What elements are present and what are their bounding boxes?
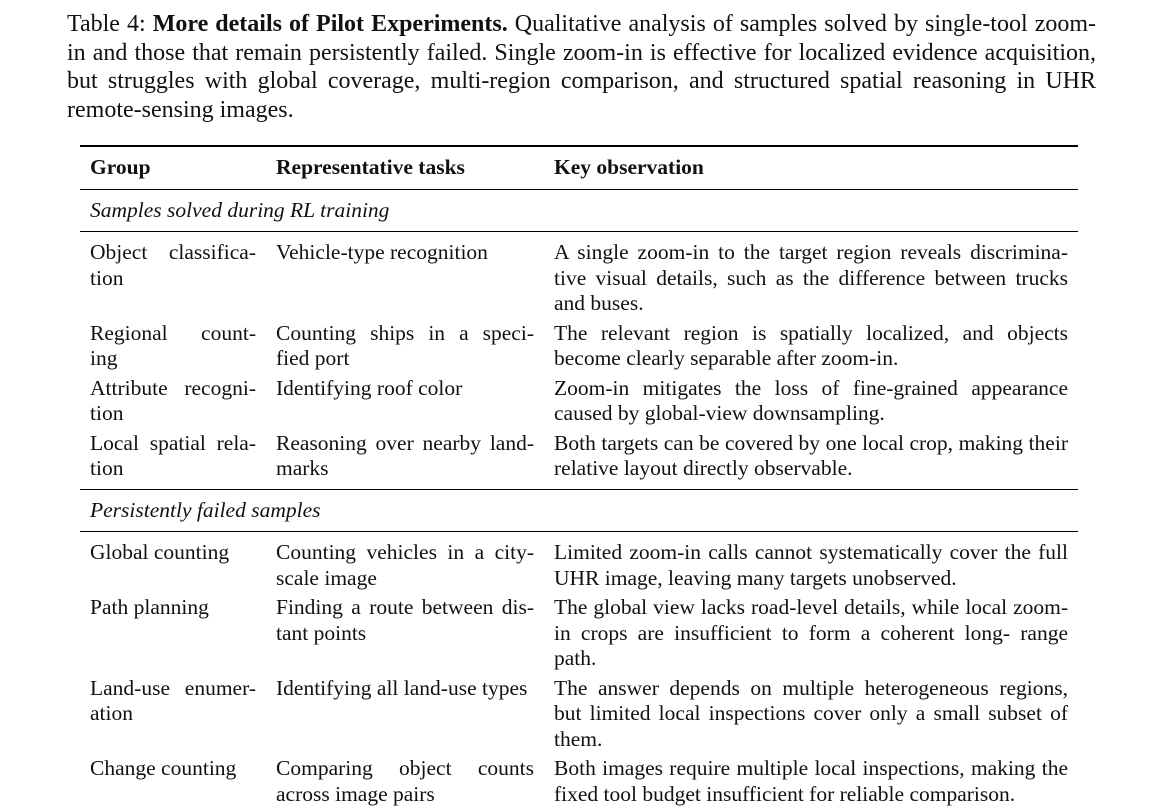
cell-group: Local spatial rela- tion xyxy=(80,431,266,490)
table-body xyxy=(80,189,1078,811)
table-caption xyxy=(67,10,1096,124)
details-table-container xyxy=(80,145,1078,811)
cell-observation: The answer depends on multiple heterogeneous regions, but limited local inspections cover only a small subset of them. xyxy=(554,675,1068,751)
header-observation: Key observation xyxy=(544,146,1078,189)
cell-group: Attribute recogni- tion xyxy=(90,375,256,425)
table-row xyxy=(80,431,1078,490)
cell-task: Comparing object counts across image pairs xyxy=(276,756,534,806)
cell-observation: Both images require multiple local inspections, making the fixed tool budget insufficient for reliable comparison. xyxy=(554,756,1068,806)
cell-group: Change counting xyxy=(90,756,237,780)
table-row xyxy=(80,756,1078,811)
table-row xyxy=(80,676,1078,757)
table-row xyxy=(80,321,1078,376)
cell-observation: Both targets can be covered by one local crop, making their relative layout directly observable. xyxy=(544,431,1078,490)
cell-task: Finding a route between dis- tant points xyxy=(276,595,534,645)
table-row xyxy=(80,376,1078,431)
cell-observation: Limited zoom-in calls cannot systematically cover the full UHR image, leaving many targets unobserved. xyxy=(554,540,1068,590)
cell-group: Path planning xyxy=(90,595,209,619)
cell-group: Land-use enumer- ation xyxy=(90,675,256,725)
cell-group: Regional count- ing xyxy=(90,320,256,370)
cell-task: Counting vehicles in a city- scale image xyxy=(276,540,534,590)
table-header xyxy=(80,146,1078,189)
caption-label: Table 4: xyxy=(67,11,146,37)
group-heading-row xyxy=(80,189,1078,232)
table-row xyxy=(80,532,1078,596)
cell-group: Object classifica- tion xyxy=(90,240,256,290)
group-heading: Persistently failed samples xyxy=(80,489,1078,532)
cell-task: Vehicle-type recognition xyxy=(276,240,488,264)
caption-text: Qualitative analysis of samples solved by single-tool zoom-in and those that remain persistently failed. Single zoom-in is effective for localized evidence acquisition, but struggles with global coverage, multi-region comparison, and structured spatial reasoning in UHR remote-sensing images. xyxy=(67,11,1096,123)
caption-title: More details of Pilot Experiments. xyxy=(152,11,508,37)
group-heading-row xyxy=(80,489,1078,532)
group-heading: Samples solved during RL training xyxy=(80,189,1078,232)
header-group: Group xyxy=(80,146,266,189)
cell-observation: A single zoom-in to the target region reveals discrimina- tive visual details, such as the difference between trucks and buses. xyxy=(554,240,1068,315)
table-row xyxy=(80,595,1078,676)
header-tasks: Representative tasks xyxy=(266,146,544,189)
cell-observation: The global view lacks road-level details, while local zoom-in crops are insufficient to form a coherent long- range path. xyxy=(554,595,1068,670)
details-table xyxy=(80,145,1078,811)
cell-task: Identifying all land-use types xyxy=(276,675,528,700)
cell-task: Identifying roof color xyxy=(276,375,463,400)
cell-task: Reasoning over nearby land- marks xyxy=(266,431,544,490)
cell-observation: Zoom-in mitigates the loss of fine-grained appearance caused by global-view downsampling. xyxy=(554,375,1068,425)
header-row xyxy=(80,146,1078,189)
table-row xyxy=(80,232,1078,321)
cell-task: Counting ships in a speci- fied port xyxy=(276,320,534,370)
cell-observation: The relevant region is spatially localized, and objects become clearly separable after zoom-in. xyxy=(554,320,1068,370)
cell-group: Global counting xyxy=(90,540,230,564)
